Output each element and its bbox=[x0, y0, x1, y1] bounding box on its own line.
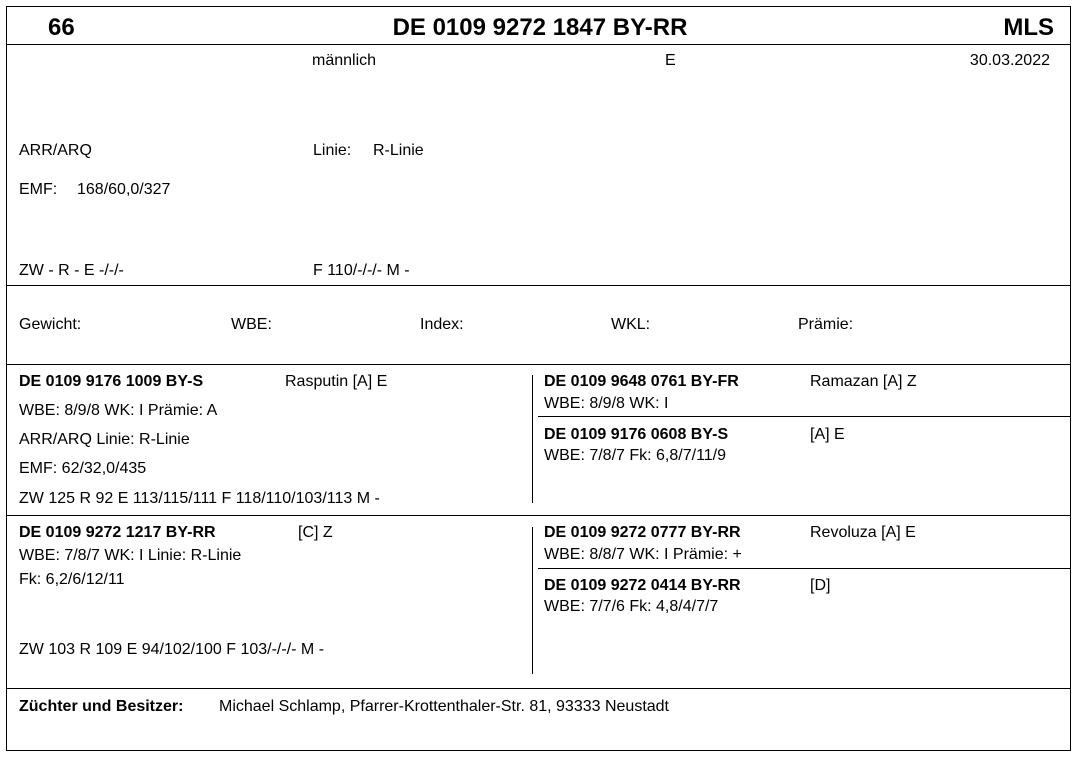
dam-line-1: WBE: 7/8/7 WK: I Linie: R-Linie bbox=[19, 547, 242, 564]
emf-value: 168/60,0/327 bbox=[77, 181, 171, 198]
dam-sire-id: DE 0109 9272 0777 BY-RR bbox=[544, 524, 741, 541]
wbe-label: WBE: bbox=[231, 316, 272, 333]
sire-id: DE 0109 9176 1009 BY-S bbox=[19, 373, 204, 390]
breeder-value: Michael Schlamp, Pfarrer-Krottenthaler-Str. 81, 93333 Neustadt bbox=[219, 698, 669, 715]
sire-line-1: WBE: 8/9/8 WK: I Prämie: A bbox=[19, 402, 218, 419]
scores-divider bbox=[6, 364, 1071, 365]
dam-grandparents-separator bbox=[532, 527, 533, 674]
breeder-label: Züchter und Besitzer: bbox=[19, 698, 184, 715]
sire-divider bbox=[6, 515, 1071, 516]
f-line: F 110/-/-/- M - bbox=[313, 262, 410, 279]
linie-value: R-Linie bbox=[373, 142, 424, 159]
linie-label: Linie: bbox=[313, 142, 352, 159]
sire-name: Rasputin [A] E bbox=[285, 373, 388, 390]
dam-line-2: Fk: 6,2/6/12/11 bbox=[19, 571, 125, 588]
header-divider bbox=[6, 44, 1071, 45]
wkl-label: WKL: bbox=[611, 316, 651, 333]
praemie-label: Prämie: bbox=[798, 316, 854, 333]
emf-label: EMF: bbox=[19, 181, 58, 198]
dam-dam-id: DE 0109 9272 0414 BY-RR bbox=[544, 577, 741, 594]
sire-sire-line-1: WBE: 8/9/8 WK: I bbox=[544, 395, 669, 412]
dam-grandparents-divider bbox=[538, 568, 1071, 569]
sire-grandparents-divider bbox=[538, 416, 1071, 417]
dam-id: DE 0109 9272 1217 BY-RR bbox=[19, 524, 216, 541]
sire-sire-name: Ramazan [A] Z bbox=[810, 373, 917, 390]
gewicht-label: Gewicht: bbox=[19, 316, 82, 333]
dam-sire-name: Revoluza [A] E bbox=[810, 524, 916, 541]
sex: männlich bbox=[312, 52, 377, 69]
dam-dam-name: [D] bbox=[810, 577, 831, 594]
sire-dam-id: DE 0109 9176 0608 BY-S bbox=[544, 426, 729, 443]
sire-line-2: ARR/ARQ Linie: R-Linie bbox=[19, 431, 190, 448]
sire-line-3: EMF: 62/32,0/435 bbox=[19, 460, 147, 477]
dam-dam-line-1: WBE: 7/7/6 Fk: 4,8/4/7/7 bbox=[544, 598, 719, 615]
sire-line-4: ZW 125 R 92 E 113/115/111 F 118/110/103/113 M - bbox=[19, 490, 380, 507]
sire-grandparents-separator bbox=[532, 375, 533, 503]
zw-line: ZW - R - E -/-/- bbox=[19, 262, 124, 279]
index-label: Index: bbox=[420, 316, 464, 333]
dam-name: [C] Z bbox=[298, 524, 333, 541]
animal-id: DE 0109 9272 1847 BY-RR bbox=[392, 14, 688, 41]
sire-sire-id: DE 0109 9648 0761 BY-FR bbox=[544, 373, 739, 390]
dam-divider bbox=[6, 688, 1071, 689]
genotype: ARR/ARQ bbox=[19, 142, 92, 159]
dam-line-4: ZW 103 R 109 E 94/102/100 F 103/-/-/- M - bbox=[19, 641, 325, 658]
top-divider bbox=[6, 285, 1071, 286]
sire-dam-line-1: WBE: 7/8/7 Fk: 6,8/7/11/9 bbox=[544, 447, 727, 464]
breed-code: MLS bbox=[1003, 14, 1054, 41]
sire-dam-name: [A] E bbox=[810, 426, 845, 443]
grade: E bbox=[665, 52, 676, 69]
catalog-number: 66 bbox=[48, 14, 75, 41]
date: 30.03.2022 bbox=[969, 52, 1050, 69]
dam-sire-line-1: WBE: 8/8/7 WK: I Prämie: + bbox=[544, 546, 742, 563]
